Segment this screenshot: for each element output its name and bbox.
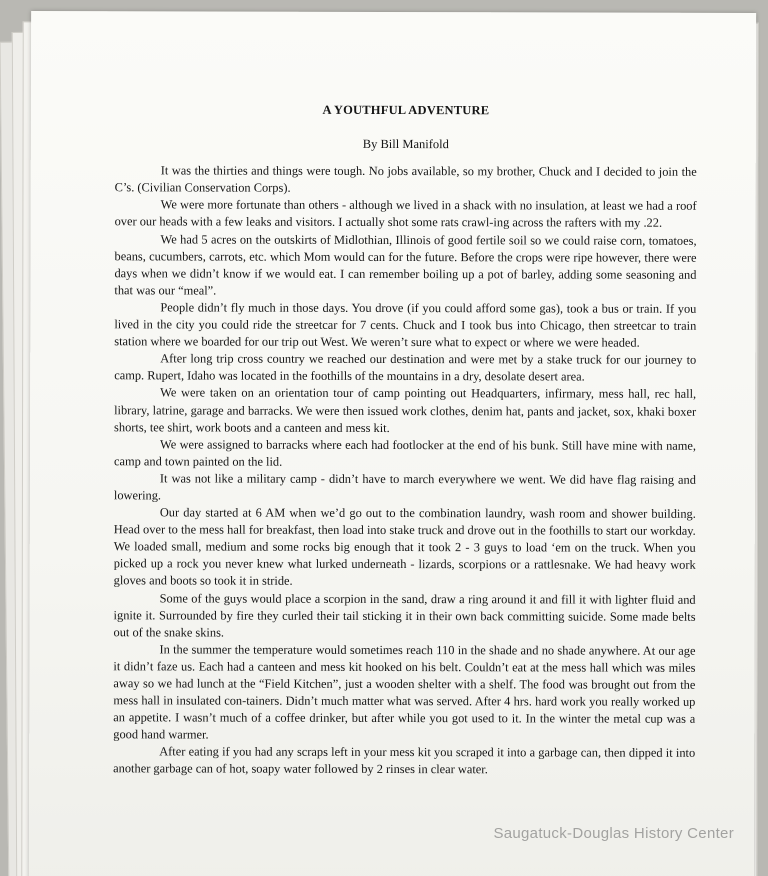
paragraph: We were taken on an orientation tour of camp pointing out Headquarters, infirmary, mess hall, rec hall, library, latrine, garage and barracks. We were then issued work clothes, denim hat, pants and jacket, sox, khaki boxer shorts, tee shirt, work boots and a canteen and mess kit. [114,385,697,435]
author-line: By Bill Manifold [362,137,449,152]
document-page [29,11,756,876]
document-title: A YOUTHFUL ADVENTURE [322,102,490,118]
paragraph: Some of the guys would place a scorpion in the sand, draw a ring around it and fill it with lighter fluid and ignite it. Surrounded by fire they curled their tail sticking it in their own back committing suicide. Some made belts out of the snake skins. [113,590,696,640]
paragraph: We had 5 acres on the outskirts of Midlothian, Illinois of good fertile soil so we could raise corn, tomatoes, beans, cucumbers, carrots, etc. which Mom would can for the future. Before the crops were ripe however, there were days when we didn’t know if we would eat. I can remember boiling up a pot of barley, adding some seasoning and that was our “meal”. [114,231,697,298]
paragraph: We were more fortunate than others - although we lived in a shack with no insulation, at least we had a roof over our heads with a few leaks and visitors. I actually shot some rats crawl-ing across the rafters with my .22. [114,197,697,231]
paragraph: After long trip cross country we reached our destination and were met by a stake truck for our journey to camp. Rupert, Idaho was located in the foothills of the mountains in a dry, desolate desert area. [114,351,697,384]
paragraph: People didn’t fly much in those days. You drove (if you could afford some gas), took a bus or train. If you lived in the city you could ride the streetcar for 7 cents. Chuck and I took bus into Chicago, then streetcar to train station where we boarded for our trip out West. We weren’t sure what to expect or where we were headed. [114,300,697,350]
paragraph: In the summer the temperature would sometimes reach 110 in the shade and no shade anywhere. At our age it didn’t faze us. Each had a canteen and mess kit hooked on his belt. Couldn’t eat at the mess hall which was miles away so we had lunch at the “Field Kitchen”, just a wooden shelter with a shelf. The food was brought out from the mess hall in insulated con-tainers. Didn’t much matter what was served. After 4 hrs. hard work you really worked up an appetite. I wasn’t much of a coffee drinker, but after while you got used to it. In the winter the metal cup was a good hand warmer. [113,642,696,742]
paragraph: It was not like a military camp - didn’t have to march everywhere we went. We did have flag raising and lowering. [113,471,696,503]
paragraph: Our day started at 6 AM when we’d go out to the combination laundry, wash room and shower building. Head over to the mess hall for breakfast, then load into stake truck and drove out in the foothills to start our workday. We loaded small, medium and some rocks big enough that it took 2 - 3 guys to load ‘em on the truck. When you picked up a rock you never knew what lurked underneath - lizards, scorpions or a rattlesnake. We had heavy work gloves and boots so took it in stride. [113,505,696,589]
paragraph: It was the thirties and things were tough. No jobs available, so my brother, Chuck and I decided to join the C’s. (Civilian Conservation Corps). [114,163,697,196]
document-body [113,101,697,779]
watermark: Saugatuck-Douglas History Center [493,825,734,842]
paragraph: We were assigned to barracks where each had footlocker at the end of his bunk. Still have mine with name, camp and town painted on the lid. [113,437,697,469]
paragraph: After eating if you had any scraps left in your mess kit you scraped it into a garbage can, then dipped it into another garbage can of hot, soapy water followed by 2 rinses in clear water. [113,744,696,777]
